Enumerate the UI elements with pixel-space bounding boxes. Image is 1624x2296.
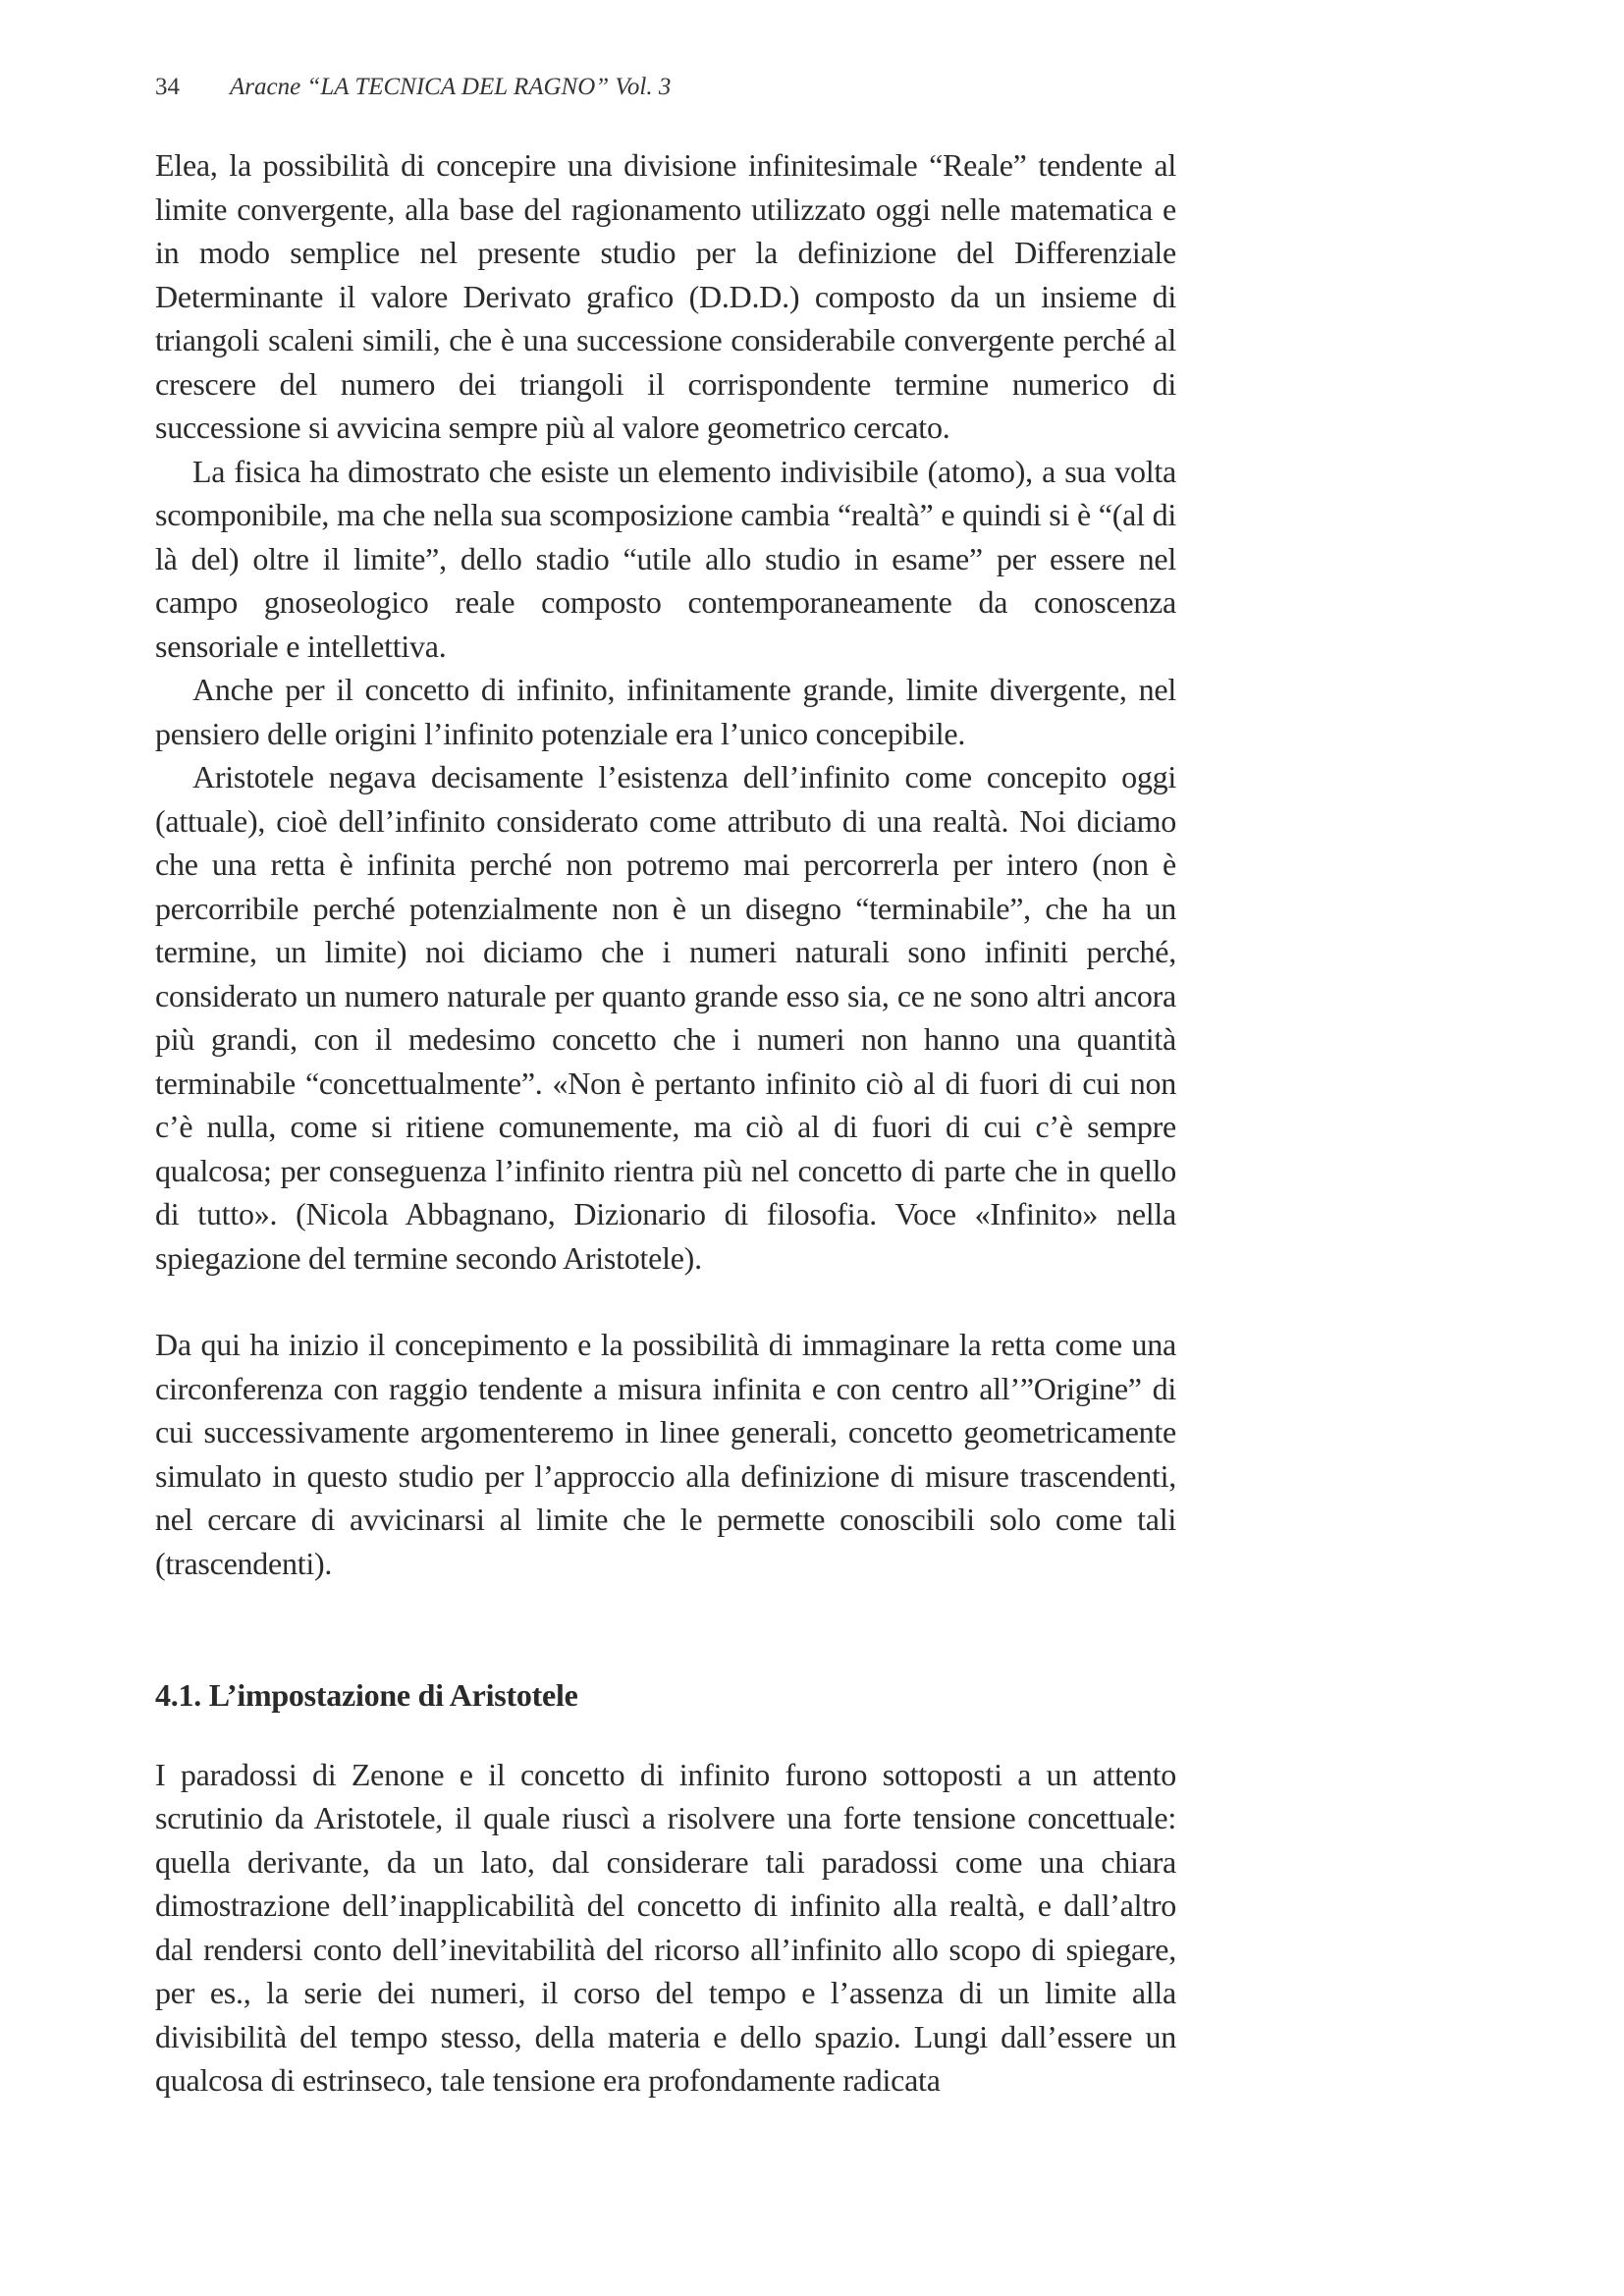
page-number: 34 bbox=[155, 74, 180, 100]
book-title: Aracne “LA TECNICA DEL RAGNO” Vol. 3 bbox=[230, 74, 672, 100]
body-text bbox=[155, 143, 1176, 2103]
paragraph-continuation: Elea, la possibilità di concepire una divisione infinitesimale “Reale” tendente al limite convergente, alla base del ragionamento utilizzato oggi nelle matematica e in modo semplice nel presente studio per la definizione del Differenziale Determinante il valore Derivato grafico (D.D.D.) composto da un insieme di triangoli scaleni simili, che è una successione considerabile convergente perché al crescere del numero dei triangoli il corrispondente termine numerico di successione si avvicina sempre più al valore geometrico cercato. bbox=[155, 147, 1176, 445]
paragraph-zeno-paradoxes: I paradossi di Zenone e il concetto di infinito furono sottoposti a un attento scrutinio da Aristotele, il quale riuscì a risolvere una forte tensione concettuale: quella derivante, da un lato, dal considerare tali paradossi come una chiara dimostrazione dell’inapplicabilità del concetto di infinito alla realtà, e dall’altro dal rendersi conto dell’inevitabilità del ricorso all’infinito allo scopo di spiegare, per es., la serie dei numeri, il corso del tempo e l’assenza di un limite alla divisibilità del tempo stesso, della materia e dello spazio. Lungi dall’essere un qualcosa di estrinseco, tale tensione era profondamente radicata bbox=[155, 1756, 1176, 2098]
paragraph-physics: La fisica ha dimostrato che esiste un elemento indivisibile (atomo), a sua volta scomponibile, ma che nella sua scomposizione cambia “realtà” e quindi si è “(al di là del) oltre il limite”, dello stadio “utile allo studio in esame” per essere nel campo gnoseologico reale composto contemporaneamente da conoscenza sensoriale e intellettiva. bbox=[155, 453, 1176, 664]
paragraph-infinity-origins: Anche per il concetto di infinito, infinitamente grande, limite divergente, nel pensiero delle origini l’infinito potenziale era l’unico concepibile. bbox=[155, 672, 1176, 751]
paragraph-line-as-circle: Da qui ha inizio il concepimento e la possibilità di immaginare la retta come una circonferenza con raggio tendente a misura infinita e con centro all’”Origine” di cui successivamente argomenteremo in linee generali, concetto geometricamente simulato in questo studio per l’approccio alla definizione di misure trascendenti, nel cercare di avvicinarsi al limite che le permette conoscibili solo come tali (trascendenti). bbox=[155, 1327, 1176, 1581]
running-head bbox=[155, 71, 671, 104]
paragraph-aristotle-infinity: Aristotele negava decisamente l’esistenza dell’infinito come concepito oggi (attuale), cioè dell’infinito considerato come attributo di una realtà. Noi diciamo che una retta è infinita perché non potremo mai percorrerla per intero (non è percorribile perché potenzialmente non è un disegno “terminabile”, che ha un termine, un limite) noi diciamo che i numeri naturali sono infiniti perché, considerato un numero naturale per quanto grande esso sia, ce ne sono altri ancora più grandi, con il medesimo concetto che i numeri non hanno una quantità terminabile “concettualmente”. «Non è pertanto infinito ciò al di fuori di cui non c’è nulla, come si ritiene comunemente, ma ciò al di fuori di cui c’è sempre qualcosa; per conseguenza l’infinito rientra più nel concetto di parte che in quello di tutto». (Nicola Abbagnano, Dizionario di filosofia. Voce «Infinito» nella spiegazione del termine secondo Aristotele). bbox=[155, 759, 1176, 1276]
section-heading: 4.1. L’impostazione di Aristotele bbox=[155, 1677, 578, 1713]
